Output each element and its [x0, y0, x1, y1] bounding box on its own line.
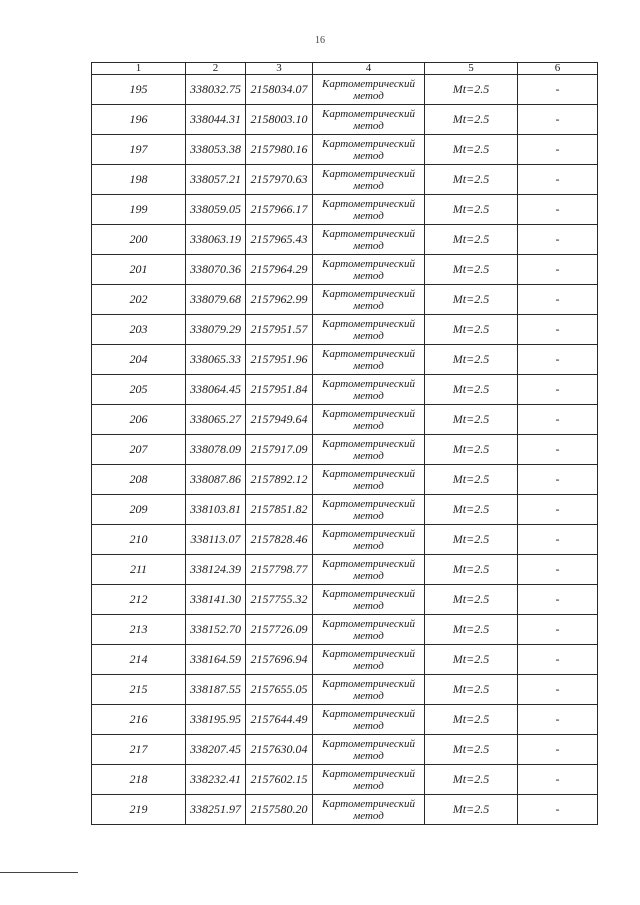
- accuracy-cell: Mt=2.5: [425, 615, 518, 645]
- column-header-2: 2: [186, 63, 246, 75]
- accuracy-cell: Mt=2.5: [425, 495, 518, 525]
- table-row: [92, 345, 598, 375]
- table-row: [92, 315, 598, 345]
- accuracy-cell: Mt=2.5: [425, 285, 518, 315]
- column-header-5: 5: [425, 63, 518, 75]
- method-cell: Картометрический метод: [313, 705, 425, 735]
- accuracy-cell: Mt=2.5: [425, 165, 518, 195]
- note-cell: -: [518, 705, 598, 735]
- y-coordinate-cell: 2157951.96: [246, 345, 313, 375]
- point-number-cell: 215: [92, 675, 186, 705]
- point-number-cell: 217: [92, 735, 186, 765]
- x-coordinate-cell: 338113.07: [186, 525, 246, 555]
- method-cell: Картометрический метод: [313, 285, 425, 315]
- point-number-cell: 216: [92, 705, 186, 735]
- table-row: [92, 435, 598, 465]
- table-row: [92, 765, 598, 795]
- accuracy-cell: Mt=2.5: [425, 435, 518, 465]
- method-cell: Картометрический метод: [313, 555, 425, 585]
- accuracy-cell: Mt=2.5: [425, 315, 518, 345]
- method-cell: Картометрический метод: [313, 195, 425, 225]
- y-coordinate-cell: 2157962.99: [246, 285, 313, 315]
- point-number-cell: 207: [92, 435, 186, 465]
- point-number-cell: 213: [92, 615, 186, 645]
- point-number-cell: 199: [92, 195, 186, 225]
- note-cell: -: [518, 675, 598, 705]
- table-row: [92, 525, 598, 555]
- note-cell: -: [518, 165, 598, 195]
- y-coordinate-cell: 2157964.29: [246, 255, 313, 285]
- accuracy-cell: Mt=2.5: [425, 255, 518, 285]
- table-row: [92, 165, 598, 195]
- x-coordinate-cell: 338079.68: [186, 285, 246, 315]
- note-cell: -: [518, 375, 598, 405]
- note-cell: -: [518, 585, 598, 615]
- table-body: [92, 75, 598, 825]
- y-coordinate-cell: 2157892.12: [246, 465, 313, 495]
- note-cell: -: [518, 465, 598, 495]
- x-coordinate-cell: 338063.19: [186, 225, 246, 255]
- accuracy-cell: Mt=2.5: [425, 555, 518, 585]
- y-coordinate-cell: 2157970.63: [246, 165, 313, 195]
- method-cell: Картометрический метод: [313, 795, 425, 825]
- note-cell: -: [518, 765, 598, 795]
- table-row: [92, 225, 598, 255]
- x-coordinate-cell: 338164.59: [186, 645, 246, 675]
- point-number-cell: 200: [92, 225, 186, 255]
- table-row: [92, 735, 598, 765]
- accuracy-cell: Mt=2.5: [425, 645, 518, 675]
- y-coordinate-cell: 2157917.09: [246, 435, 313, 465]
- point-number-cell: 201: [92, 255, 186, 285]
- table-row: [92, 135, 598, 165]
- method-cell: Картометрический метод: [313, 315, 425, 345]
- y-coordinate-cell: 2157951.57: [246, 315, 313, 345]
- y-coordinate-cell: 2157726.09: [246, 615, 313, 645]
- x-coordinate-cell: 338251.97: [186, 795, 246, 825]
- table-row: [92, 405, 598, 435]
- y-coordinate-cell: 2157602.15: [246, 765, 313, 795]
- x-coordinate-cell: 338070.36: [186, 255, 246, 285]
- accuracy-cell: Mt=2.5: [425, 375, 518, 405]
- accuracy-cell: Mt=2.5: [425, 675, 518, 705]
- y-coordinate-cell: 2157965.43: [246, 225, 313, 255]
- note-cell: -: [518, 795, 598, 825]
- point-number-cell: 210: [92, 525, 186, 555]
- y-coordinate-cell: 2157655.05: [246, 675, 313, 705]
- table-row: [92, 195, 598, 225]
- table-row: [92, 555, 598, 585]
- method-cell: Картометрический метод: [313, 165, 425, 195]
- y-coordinate-cell: 2157630.04: [246, 735, 313, 765]
- accuracy-cell: Mt=2.5: [425, 405, 518, 435]
- y-coordinate-cell: 2158034.07: [246, 75, 313, 105]
- accuracy-cell: Mt=2.5: [425, 195, 518, 225]
- table-row: [92, 495, 598, 525]
- x-coordinate-cell: 338141.30: [186, 585, 246, 615]
- table-row: [92, 585, 598, 615]
- method-cell: Картометрический метод: [313, 675, 425, 705]
- note-cell: -: [518, 735, 598, 765]
- y-coordinate-cell: 2157828.46: [246, 525, 313, 555]
- x-coordinate-cell: 338103.81: [186, 495, 246, 525]
- note-cell: -: [518, 285, 598, 315]
- table-row: [92, 375, 598, 405]
- table-row: [92, 285, 598, 315]
- note-cell: -: [518, 615, 598, 645]
- y-coordinate-cell: 2157580.20: [246, 795, 313, 825]
- table-row: [92, 705, 598, 735]
- column-header-1: 1: [92, 63, 186, 75]
- method-cell: Картометрический метод: [313, 135, 425, 165]
- x-coordinate-cell: 338079.29: [186, 315, 246, 345]
- column-header-6: 6: [518, 63, 598, 75]
- x-coordinate-cell: 338087.86: [186, 465, 246, 495]
- point-number-cell: 203: [92, 315, 186, 345]
- x-coordinate-cell: 338187.55: [186, 675, 246, 705]
- point-number-cell: 195: [92, 75, 186, 105]
- note-cell: -: [518, 555, 598, 585]
- accuracy-cell: Mt=2.5: [425, 345, 518, 375]
- method-cell: Картометрический метод: [313, 225, 425, 255]
- point-number-cell: 204: [92, 345, 186, 375]
- table-row: [92, 255, 598, 285]
- column-header-3: 3: [246, 63, 313, 75]
- point-number-cell: 197: [92, 135, 186, 165]
- point-number-cell: 211: [92, 555, 186, 585]
- coordinates-table: [91, 62, 598, 825]
- x-coordinate-cell: 338124.39: [186, 555, 246, 585]
- y-coordinate-cell: 2157755.32: [246, 585, 313, 615]
- note-cell: -: [518, 75, 598, 105]
- point-number-cell: 212: [92, 585, 186, 615]
- y-coordinate-cell: 2157851.82: [246, 495, 313, 525]
- method-cell: Картометрический метод: [313, 585, 425, 615]
- table-row: [92, 795, 598, 825]
- method-cell: Картометрический метод: [313, 345, 425, 375]
- footnote-divider: [0, 872, 78, 873]
- method-cell: Картометрический метод: [313, 525, 425, 555]
- point-number-cell: 218: [92, 765, 186, 795]
- x-coordinate-cell: 338152.70: [186, 615, 246, 645]
- point-number-cell: 208: [92, 465, 186, 495]
- x-coordinate-cell: 338057.21: [186, 165, 246, 195]
- note-cell: -: [518, 405, 598, 435]
- method-cell: Картометрический метод: [313, 75, 425, 105]
- y-coordinate-cell: 2157980.16: [246, 135, 313, 165]
- y-coordinate-cell: 2157966.17: [246, 195, 313, 225]
- point-number-cell: 209: [92, 495, 186, 525]
- note-cell: -: [518, 105, 598, 135]
- note-cell: -: [518, 255, 598, 285]
- method-cell: Картометрический метод: [313, 645, 425, 675]
- point-number-cell: 214: [92, 645, 186, 675]
- table-row: [92, 645, 598, 675]
- point-number-cell: 206: [92, 405, 186, 435]
- note-cell: -: [518, 525, 598, 555]
- accuracy-cell: Mt=2.5: [425, 225, 518, 255]
- x-coordinate-cell: 338065.27: [186, 405, 246, 435]
- x-coordinate-cell: 338078.09: [186, 435, 246, 465]
- note-cell: -: [518, 435, 598, 465]
- accuracy-cell: Mt=2.5: [425, 465, 518, 495]
- method-cell: Картометрический метод: [313, 405, 425, 435]
- method-cell: Картометрический метод: [313, 735, 425, 765]
- accuracy-cell: Mt=2.5: [425, 765, 518, 795]
- y-coordinate-cell: 2157644.49: [246, 705, 313, 735]
- point-number-cell: 198: [92, 165, 186, 195]
- x-coordinate-cell: 338044.31: [186, 105, 246, 135]
- note-cell: -: [518, 315, 598, 345]
- y-coordinate-cell: 2157949.64: [246, 405, 313, 435]
- accuracy-cell: Mt=2.5: [425, 105, 518, 135]
- y-coordinate-cell: 2157696.94: [246, 645, 313, 675]
- x-coordinate-cell: 338032.75: [186, 75, 246, 105]
- x-coordinate-cell: 338059.05: [186, 195, 246, 225]
- y-coordinate-cell: 2157951.84: [246, 375, 313, 405]
- page-number: 16: [315, 35, 325, 46]
- accuracy-cell: Mt=2.5: [425, 585, 518, 615]
- x-coordinate-cell: 338207.45: [186, 735, 246, 765]
- method-cell: Картометрический метод: [313, 435, 425, 465]
- table-row: [92, 75, 598, 105]
- y-coordinate-cell: 2158003.10: [246, 105, 313, 135]
- method-cell: Картометрический метод: [313, 615, 425, 645]
- x-coordinate-cell: 338232.41: [186, 765, 246, 795]
- table-row: [92, 465, 598, 495]
- accuracy-cell: Mt=2.5: [425, 525, 518, 555]
- point-number-cell: 205: [92, 375, 186, 405]
- table-header-row: [92, 63, 598, 75]
- table-row: [92, 615, 598, 645]
- method-cell: Картометрический метод: [313, 465, 425, 495]
- method-cell: Картометрический метод: [313, 495, 425, 525]
- method-cell: Картометрический метод: [313, 255, 425, 285]
- accuracy-cell: Mt=2.5: [425, 735, 518, 765]
- method-cell: Картометрический метод: [313, 765, 425, 795]
- table-row: [92, 675, 598, 705]
- accuracy-cell: Mt=2.5: [425, 135, 518, 165]
- accuracy-cell: Mt=2.5: [425, 795, 518, 825]
- note-cell: -: [518, 225, 598, 255]
- point-number-cell: 219: [92, 795, 186, 825]
- x-coordinate-cell: 338065.33: [186, 345, 246, 375]
- table-row: [92, 105, 598, 135]
- note-cell: -: [518, 645, 598, 675]
- accuracy-cell: Mt=2.5: [425, 75, 518, 105]
- note-cell: -: [518, 135, 598, 165]
- method-cell: Картометрический метод: [313, 105, 425, 135]
- method-cell: Картометрический метод: [313, 375, 425, 405]
- x-coordinate-cell: 338195.95: [186, 705, 246, 735]
- column-header-4: 4: [313, 63, 425, 75]
- x-coordinate-cell: 338053.38: [186, 135, 246, 165]
- point-number-cell: 202: [92, 285, 186, 315]
- point-number-cell: 196: [92, 105, 186, 135]
- y-coordinate-cell: 2157798.77: [246, 555, 313, 585]
- note-cell: -: [518, 345, 598, 375]
- note-cell: -: [518, 195, 598, 225]
- accuracy-cell: Mt=2.5: [425, 705, 518, 735]
- x-coordinate-cell: 338064.45: [186, 375, 246, 405]
- note-cell: -: [518, 495, 598, 525]
